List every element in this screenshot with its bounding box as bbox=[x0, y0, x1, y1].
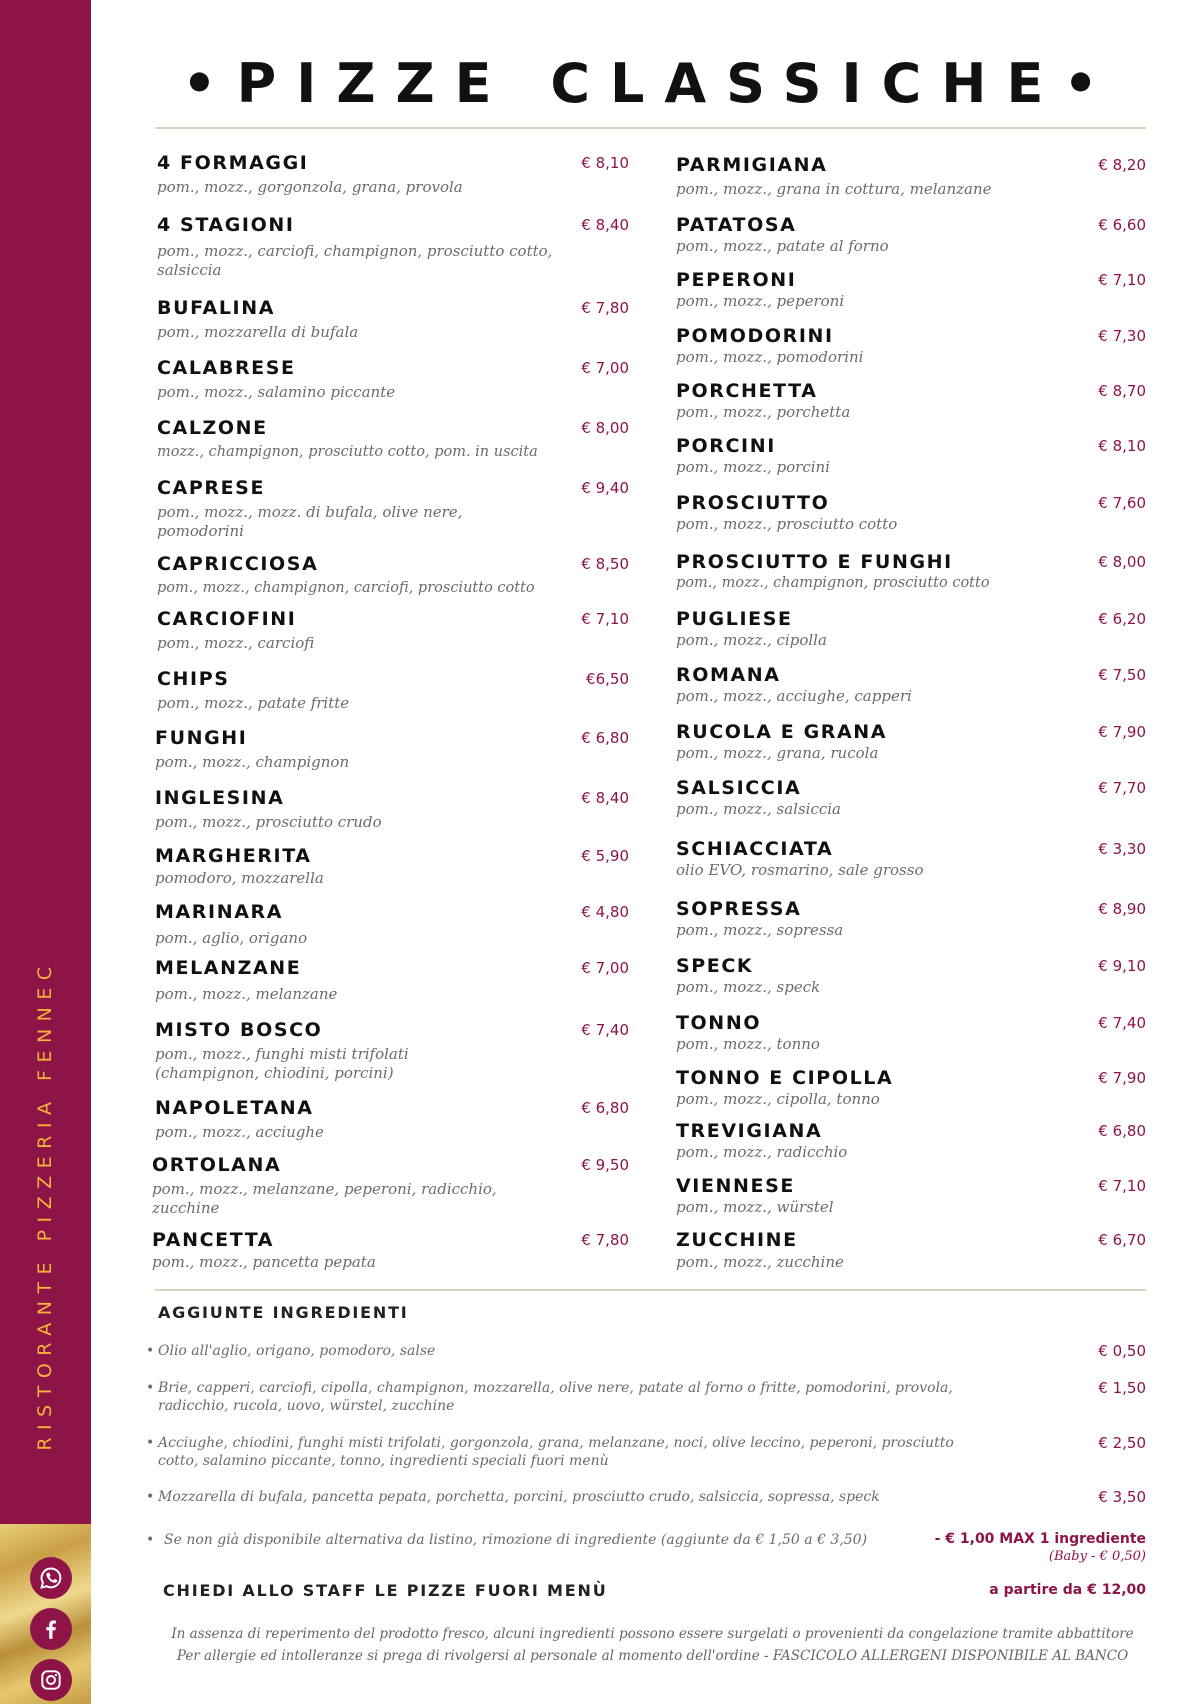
title-divider bbox=[155, 127, 1146, 129]
item-description: pom., mozz., sopressa bbox=[676, 921, 844, 939]
item-name: CAPRESE bbox=[157, 477, 266, 499]
menu-item bbox=[157, 608, 629, 653]
menu-item bbox=[157, 357, 629, 402]
menu-item bbox=[676, 1012, 1146, 1054]
item-price: € 7,40 bbox=[581, 1021, 629, 1039]
menu-item bbox=[676, 1120, 1146, 1162]
item-description: pom., mozz., cipolla bbox=[676, 631, 827, 649]
item-description: pom., mozz., cipolla, tonno bbox=[676, 1090, 880, 1108]
item-description: pom., mozz., prosciutto cotto bbox=[676, 515, 898, 533]
menu-item bbox=[676, 154, 1146, 199]
item-description: pom., mozz., champignon bbox=[155, 753, 350, 771]
item-price: € 6,80 bbox=[581, 1099, 629, 1117]
instagram-icon[interactable] bbox=[30, 1659, 72, 1701]
menu-item bbox=[157, 417, 629, 462]
item-name: 4 FORMAGGI bbox=[157, 152, 309, 174]
item-description: pom., mozz., acciughe bbox=[155, 1123, 324, 1141]
item-description: pom., mozz., salsiccia bbox=[676, 800, 841, 818]
item-name: PORCINI bbox=[676, 435, 776, 457]
removal-row bbox=[146, 1531, 1146, 1564]
menu-item bbox=[676, 721, 1146, 763]
item-description: pom., mozz., pancetta pepata bbox=[152, 1253, 376, 1271]
item-description: pom., mozz., würstel bbox=[676, 1198, 834, 1216]
item-name: CARCIOFINI bbox=[157, 608, 297, 630]
facebook-icon[interactable] bbox=[30, 1608, 72, 1650]
item-price: € 5,90 bbox=[581, 847, 629, 865]
item-price: € 6,80 bbox=[1098, 1122, 1146, 1140]
item-name: PARMIGIANA bbox=[676, 154, 828, 176]
menu-item bbox=[676, 269, 1146, 311]
item-price: € 6,80 bbox=[581, 729, 629, 747]
item-description: pom., mozz., champignon, prosciutto cotto bbox=[676, 575, 990, 591]
item-price: € 7,00 bbox=[581, 359, 629, 377]
item-name: RUCOLA E GRANA bbox=[676, 721, 888, 743]
item-price: € 7,90 bbox=[1098, 1069, 1146, 1087]
item-name: SCHIACCIATA bbox=[676, 838, 834, 860]
addition-price: € 0,50 bbox=[1098, 1342, 1146, 1360]
item-price: € 8,00 bbox=[1098, 553, 1146, 571]
footer-frozen-note: In assenza di reperimento del prodotto fresco, alcuni ingredienti possono essere surgelati o provenienti da congelazione tramite abbattitore bbox=[171, 1626, 1134, 1642]
item-price: € 8,10 bbox=[1098, 437, 1146, 455]
item-description: pom., mozz., melanzane bbox=[155, 985, 338, 1003]
menu-item bbox=[676, 1175, 1146, 1217]
item-name: SALSICCIA bbox=[676, 777, 802, 799]
item-price: € 7,70 bbox=[1098, 779, 1146, 797]
menu-item bbox=[676, 380, 1146, 422]
menu-item bbox=[155, 1097, 629, 1142]
item-name: 4 STAGIONI bbox=[157, 214, 295, 236]
addition-ingredients: • Acciughe, chiodini, funghi misti trifolati, gorgonzola, grana, melanzane, noci, olive leccino, peperoni, prosciutto cotto, salamino piccante, tonno, ingredienti speciali fuori menù bbox=[146, 1434, 986, 1470]
item-description: pom., aglio, origano bbox=[155, 929, 308, 947]
menu-item bbox=[155, 1019, 629, 1083]
item-description: pom., mozz., grana in cottura, melanzane bbox=[676, 180, 992, 198]
item-price: € 8,50 bbox=[581, 555, 629, 573]
item-price: € 3,30 bbox=[1098, 840, 1146, 858]
removal-price-note bbox=[935, 1531, 1146, 1564]
menu-item bbox=[676, 608, 1146, 650]
item-name: MARINARA bbox=[155, 901, 284, 923]
menu-item bbox=[157, 297, 629, 342]
menu-item bbox=[676, 551, 1146, 593]
menu-item bbox=[676, 838, 1146, 880]
item-description: pom., mozz., carciofi bbox=[157, 634, 315, 652]
item-price: € 8,40 bbox=[581, 789, 629, 807]
item-price: € 7,30 bbox=[1098, 327, 1146, 345]
item-name: NAPOLETANA bbox=[155, 1097, 314, 1119]
removal-text: • Se non già disponibile alternativa da listino, rimozione di ingrediente (aggiunte da € 1,50 a € 3,50) bbox=[146, 1531, 906, 1549]
menu-item bbox=[157, 668, 629, 713]
menu-item bbox=[152, 1229, 629, 1272]
menu-item bbox=[676, 898, 1146, 940]
off-menu-note: CHIEDI ALLO STAFF LE PIZZE FUORI MENÙ bbox=[163, 1581, 608, 1600]
footer-allergen-note: Per allergie ed intolleranze si prega di rivolgersi al personale al momento dell'ordine - FASCICOLO ALLERGENI DISPONIBILE AL BANCO bbox=[176, 1648, 1129, 1664]
item-description: pom., mozz., radicchio bbox=[676, 1143, 848, 1161]
removal-price: - € 1,00 MAX 1 ingrediente bbox=[934, 1531, 1146, 1547]
item-description: pom., mozz., acciughe, capperi bbox=[676, 687, 912, 705]
item-name: PUGLIESE bbox=[676, 608, 793, 630]
item-price: € 7,40 bbox=[1098, 1014, 1146, 1032]
item-description: pom., mozz., pomodorini bbox=[676, 348, 864, 366]
item-price: € 7,80 bbox=[581, 299, 629, 317]
item-description: pom., mozz., porcini bbox=[676, 458, 830, 476]
item-price: € 7,10 bbox=[581, 610, 629, 628]
item-price: € 9,40 bbox=[581, 479, 629, 497]
additions-heading: AGGIUNTE INGREDIENTI bbox=[158, 1303, 409, 1322]
restaurant-name-vertical: RISTORANTE PIZZERIA FENNEC bbox=[34, 959, 56, 1451]
item-name: CALZONE bbox=[157, 417, 268, 439]
item-name: PATATOSA bbox=[676, 214, 797, 236]
item-price: € 7,80 bbox=[581, 1231, 629, 1249]
item-price: € 7,00 bbox=[581, 959, 629, 977]
item-name: TREVIGIANA bbox=[676, 1120, 823, 1142]
whatsapp-icon[interactable] bbox=[30, 1557, 72, 1599]
item-description: pom., mozz., grana, rucola bbox=[676, 744, 879, 762]
menu-item bbox=[155, 845, 629, 888]
item-price: € 7,60 bbox=[1098, 494, 1146, 512]
item-price: € 4,80 bbox=[581, 903, 629, 921]
item-description: pom., mozz., mozz. di bufala, olive nere, pomodorini bbox=[157, 503, 463, 540]
item-price: € 9,50 bbox=[581, 1156, 629, 1174]
addition-row bbox=[146, 1434, 1146, 1470]
off-menu-price: a partire da € 12,00 bbox=[989, 1582, 1146, 1598]
item-name: POMODORINI bbox=[676, 325, 834, 347]
item-description: pom., mozz., patate al forno bbox=[676, 237, 889, 255]
item-description: pom., mozz., gorgonzola, grana, provola bbox=[157, 178, 463, 196]
item-description: pom., mozz., porchetta bbox=[676, 403, 851, 421]
item-name: CHIPS bbox=[157, 668, 230, 690]
item-price: € 7,50 bbox=[1098, 666, 1146, 684]
item-name: ZUCCHINE bbox=[676, 1229, 798, 1251]
item-price: € 7,90 bbox=[1098, 723, 1146, 741]
item-name: PEPERONI bbox=[676, 269, 797, 291]
item-price: € 8,00 bbox=[581, 419, 629, 437]
item-name: CAPRICCIOSA bbox=[157, 553, 319, 575]
menu-item bbox=[676, 325, 1146, 367]
menu-item bbox=[155, 727, 629, 772]
item-name: MISTO BOSCO bbox=[155, 1019, 323, 1041]
menu-item bbox=[155, 901, 629, 948]
item-name: SPECK bbox=[676, 955, 754, 977]
addition-ingredients: • Olio all'aglio, origano, pomodoro, salse bbox=[146, 1342, 986, 1360]
sidebar-band bbox=[0, 0, 91, 1524]
menu-item bbox=[676, 664, 1146, 706]
item-description: pom., mozz., melanzane, peperoni, radicchio, zucchine bbox=[152, 1180, 497, 1217]
additions-divider bbox=[155, 1289, 1146, 1291]
item-price: € 6,60 bbox=[1098, 216, 1146, 234]
item-description: pom., mozz., tonno bbox=[676, 1035, 820, 1053]
item-description: pom., mozz., salamino piccante bbox=[157, 383, 396, 401]
item-description: mozz., champignon, prosciutto cotto, pom. in uscita bbox=[157, 444, 538, 460]
item-name: PANCETTA bbox=[152, 1229, 275, 1251]
menu-item bbox=[676, 214, 1146, 256]
item-name: INGLESINA bbox=[155, 787, 285, 809]
addition-row bbox=[146, 1379, 1146, 1415]
item-name: MARGHERITA bbox=[155, 845, 312, 867]
footer-notes bbox=[140, 1623, 1165, 1667]
item-name: SOPRESSA bbox=[676, 898, 802, 920]
menu-item bbox=[157, 553, 629, 598]
item-description: pom., mozz., speck bbox=[676, 978, 821, 996]
item-description: pom., mozzarella di bufala bbox=[157, 323, 359, 341]
item-name: PROSCIUTTO E FUNGHI bbox=[676, 551, 953, 573]
page-title: •PIZZE CLASSICHE• bbox=[182, 52, 1118, 115]
item-description: pom., mozz., zucchine bbox=[676, 1253, 844, 1271]
addition-price: € 3,50 bbox=[1098, 1488, 1146, 1506]
addition-price: € 1,50 bbox=[1098, 1379, 1146, 1397]
item-price: € 8,70 bbox=[1098, 382, 1146, 400]
item-description: pom., mozz., funghi misti trifolati (champignon, chiodini, porcini) bbox=[155, 1045, 409, 1082]
menu-item bbox=[157, 477, 629, 541]
item-name: MELANZANE bbox=[155, 957, 302, 979]
menu-item bbox=[155, 787, 629, 832]
item-price: € 8,10 bbox=[581, 154, 629, 172]
addition-row bbox=[146, 1342, 1146, 1360]
item-price: € 7,10 bbox=[1098, 271, 1146, 289]
item-description: pomodoro, mozzarella bbox=[155, 869, 324, 887]
item-price: € 6,70 bbox=[1098, 1231, 1146, 1249]
addition-price: € 2,50 bbox=[1098, 1434, 1146, 1452]
menu-item bbox=[157, 152, 629, 197]
item-price: € 8,40 bbox=[581, 216, 629, 234]
addition-ingredients: • Mozzarella di bufala, pancetta pepata, porchetta, porcini, prosciutto crudo, salsiccia, sopressa, speck bbox=[146, 1488, 986, 1506]
menu-item bbox=[676, 492, 1146, 534]
item-description: pom., mozz., champignon, carciofi, prosciutto cotto bbox=[157, 580, 535, 596]
item-name: TONNO E CIPOLLA bbox=[676, 1067, 894, 1089]
item-name: FUNGHI bbox=[155, 727, 248, 749]
item-price: €6,50 bbox=[586, 670, 629, 688]
item-description: pom., mozz., carciofi, champignon, prosciutto cotto, salsiccia bbox=[157, 242, 553, 279]
item-description: pom., mozz., patate fritte bbox=[157, 694, 350, 712]
item-name: ORTOLANA bbox=[152, 1154, 282, 1176]
menu-item bbox=[676, 435, 1146, 477]
item-description: pom., mozz., prosciutto crudo bbox=[155, 813, 382, 831]
item-name: ROMANA bbox=[676, 664, 781, 686]
menu-item bbox=[157, 214, 629, 280]
item-price: € 6,20 bbox=[1098, 610, 1146, 628]
item-name: BUFALINA bbox=[157, 297, 275, 319]
addition-ingredients: • Brie, capperi, carciofi, cipolla, champignon, mozzarella, olive nere, patate al forno o fritte, pomodorini, provola, radicchio, rucola, uovo, würstel, zucchine bbox=[146, 1379, 986, 1415]
item-name: TONNO bbox=[676, 1012, 762, 1034]
item-price: € 8,90 bbox=[1098, 900, 1146, 918]
addition-row bbox=[146, 1488, 1146, 1506]
item-description: pom., mozz., peperoni bbox=[676, 292, 845, 310]
item-name: VIENNESE bbox=[676, 1175, 795, 1197]
item-name: PROSCIUTTO bbox=[676, 492, 830, 514]
item-price: € 9,10 bbox=[1098, 957, 1146, 975]
menu-item bbox=[676, 955, 1146, 997]
menu-item bbox=[155, 957, 629, 1004]
menu-item bbox=[676, 1067, 1146, 1109]
gold-foil-band bbox=[0, 1524, 91, 1704]
removal-baby-price: (Baby - € 0,50) bbox=[1048, 1549, 1146, 1564]
menu-item bbox=[152, 1154, 629, 1218]
item-name: CALABRESE bbox=[157, 357, 296, 379]
item-description: olio EVO, rosmarino, sale grosso bbox=[676, 861, 924, 879]
menu-item bbox=[676, 777, 1146, 819]
item-price: € 7,10 bbox=[1098, 1177, 1146, 1195]
menu-item bbox=[676, 1229, 1146, 1272]
item-name: PORCHETTA bbox=[676, 380, 818, 402]
item-price: € 8,20 bbox=[1098, 156, 1146, 174]
